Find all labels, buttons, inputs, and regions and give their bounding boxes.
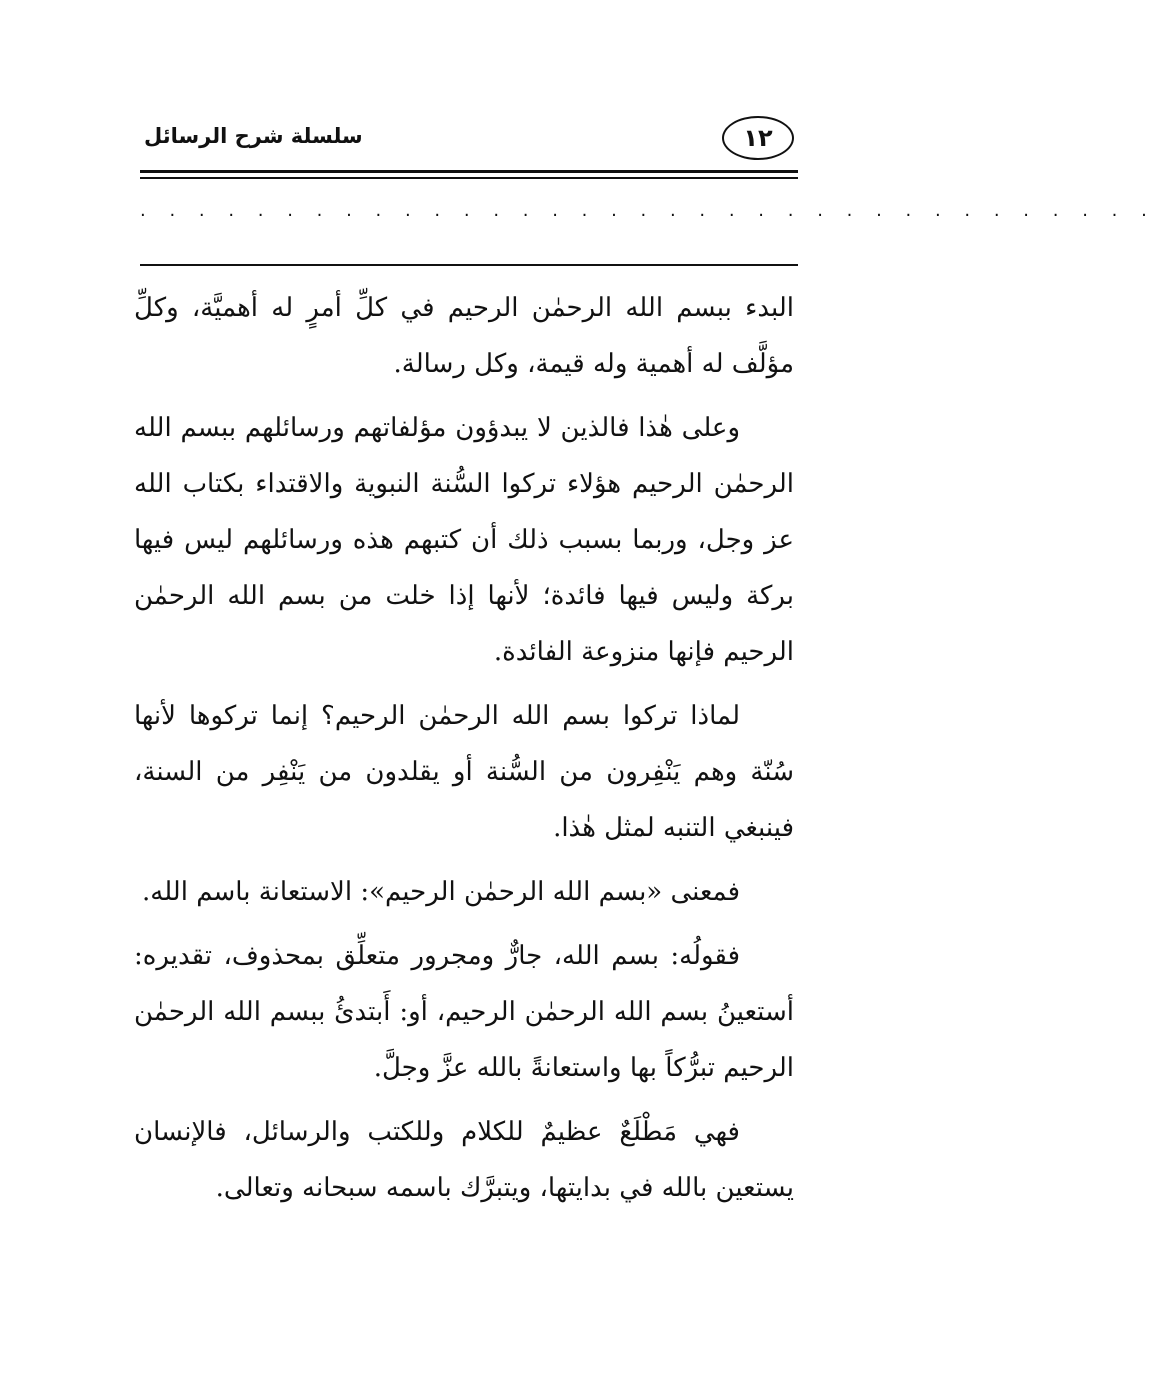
paragraph-1: البدء ببسم الله الرحمٰن الرحيم في كلِّ أمرٍ له أهميَّة، وكلِّ مؤلَّف له أهمية وله قيمة، وكل رسالة. xyxy=(134,293,794,379)
paragraph-2: وعلى هٰذا فالذين لا يبدؤون مؤلفاتهم ورسائلهم ببسم الله الرحمٰن الرحيم هؤلاء تركوا السُّنة النبوية والاقتداء بكتاب الله عز وجل، وربما بسبب ذلك أن كتبهم هذه ورسائلهم ليس فيها بركة وليس فيها فائدة؛ لأنها إذا خلت من بسم الله الرحمٰن الرحيم فإنها منزوعة الفائدة. xyxy=(134,413,794,667)
page-number: ١٢ xyxy=(743,124,773,152)
dotted-separator: . . . . . . . . . . . . . . . . . . . . . . . . . . . . . . . . . . . xyxy=(140,200,1156,221)
header-rule-thin xyxy=(140,177,798,179)
body-text xyxy=(134,280,794,1224)
page-header xyxy=(140,112,798,168)
page-number-badge xyxy=(722,116,794,160)
header-rule-thick xyxy=(140,170,798,173)
paragraph-5: فقولُه: بسم الله، جارٌّ ومجرور متعلِّق بمحذوف، تقديره: أستعينُ بسم الله الرحمٰن الرحيم، أو: أَبتدئُ ببسم الله الرحمٰن الرحيم تبرُّكاً بها واستعانةً بالله عزَّ وجلَّ. xyxy=(134,941,794,1083)
series-title: سلسلة شرح الرسائل xyxy=(144,124,363,148)
body-top-rule xyxy=(140,264,798,266)
paragraph-4: فمعنى «بسم الله الرحمٰن الرحيم»: الاستعانة باسم الله. xyxy=(142,877,740,907)
paragraph-3: لماذا تركوا بسم الله الرحمٰن الرحيم؟ إنما تركوها لأنها سُنّة وهم يَنْفِرون من السُّنة أو يقلدون من يَنْفِر من السنة، فينبغي التنبه لمثل هٰذا. xyxy=(134,701,794,843)
paragraph-6: فهي مَطْلَعٌ عظيمٌ للكلام وللكتب والرسائل، فالإنسان يستعين بالله في بدايتها، ويتبرَّك باسمه سبحانه وتعالى. xyxy=(134,1117,794,1203)
